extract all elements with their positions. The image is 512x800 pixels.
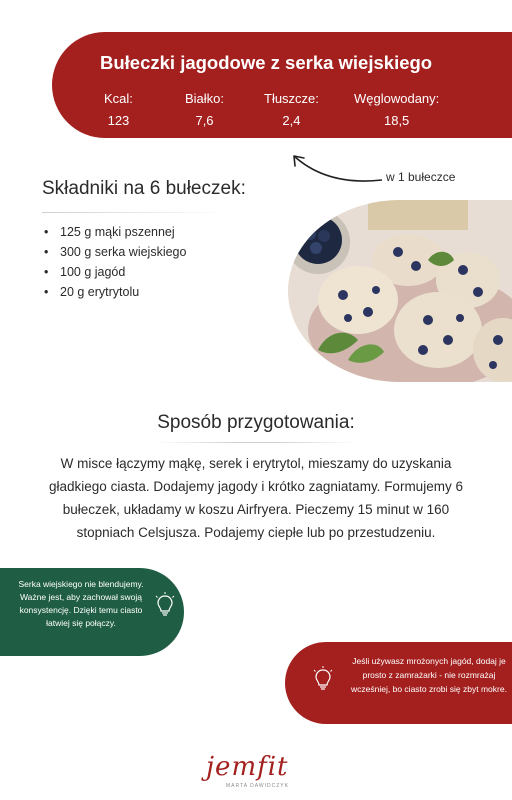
macro-label: Kcal: (104, 91, 133, 106)
ingredients-title: Składniki na 6 bułeczek: (42, 178, 246, 199)
macro-label: Tłuszcze: (264, 91, 319, 106)
lightbulb-icon (312, 666, 334, 692)
macro-label: Węglowodany: (354, 91, 440, 106)
ingredients-list (44, 222, 186, 302)
macro-carbs (354, 88, 439, 132)
macro-value: 2,4 (282, 113, 301, 128)
macro-value: 7,6 (195, 113, 214, 128)
recipe-photo (288, 200, 512, 382)
curved-arrow-icon (286, 150, 386, 186)
divider (156, 442, 356, 443)
header-banner (52, 32, 512, 138)
list-item: • 20 g erytrytolu (44, 282, 186, 302)
blueberry-buns-image (288, 200, 512, 382)
per-serving-note: w 1 bułeczce (386, 170, 456, 184)
logo-wordmark: jemfit (206, 752, 289, 782)
recipe-title: Bułeczki jagodowe z serka wiejskiego (100, 52, 433, 73)
tip-text: Jeśli używasz mrożonych jagód, dodaj je prosto z zamrażarki - nie rozmrażaj wcześniej, bo ciasto zrobi się zbyt mokre. (351, 656, 507, 694)
logo-subtitle: MARTA DAWIDCZYK (226, 783, 289, 789)
list-item: • 125 g mąki pszennej (44, 222, 186, 242)
macro-kcal (104, 88, 133, 132)
macro-value: 123 (107, 113, 130, 128)
macro-label: Białko: (185, 91, 225, 106)
macro-protein (185, 88, 224, 132)
list-item: • 300 g serka wiejskiego (44, 242, 186, 262)
brand-logo (196, 752, 316, 796)
macro-fat (264, 88, 319, 132)
macro-value: 18,5 (383, 113, 410, 128)
tip-text: Serka wiejskiego nie blendujemy. Ważne jest, aby zachował swoją konsystencję. Dzięki temu ciasto łatwiej się połączy. (18, 579, 144, 628)
method-title: Sposób przygotowania: (157, 412, 355, 433)
list-item: • 100 g jagód (44, 262, 186, 282)
method-text: W misce łączymy mąkę, serek i erytrytol, mieszamy do uzyskania gładkiego ciasta. Dodajemy jagody i krótko zagniatamy. Formujemy 6 bułeczek, układamy w koszu Airfryera. Pieczemy 15 minut w 160 stopniach Celsjusza. Podajemy ciepłe lub po przestudzeniu. (49, 456, 463, 540)
lightbulb-icon (154, 592, 176, 618)
divider (42, 212, 228, 213)
